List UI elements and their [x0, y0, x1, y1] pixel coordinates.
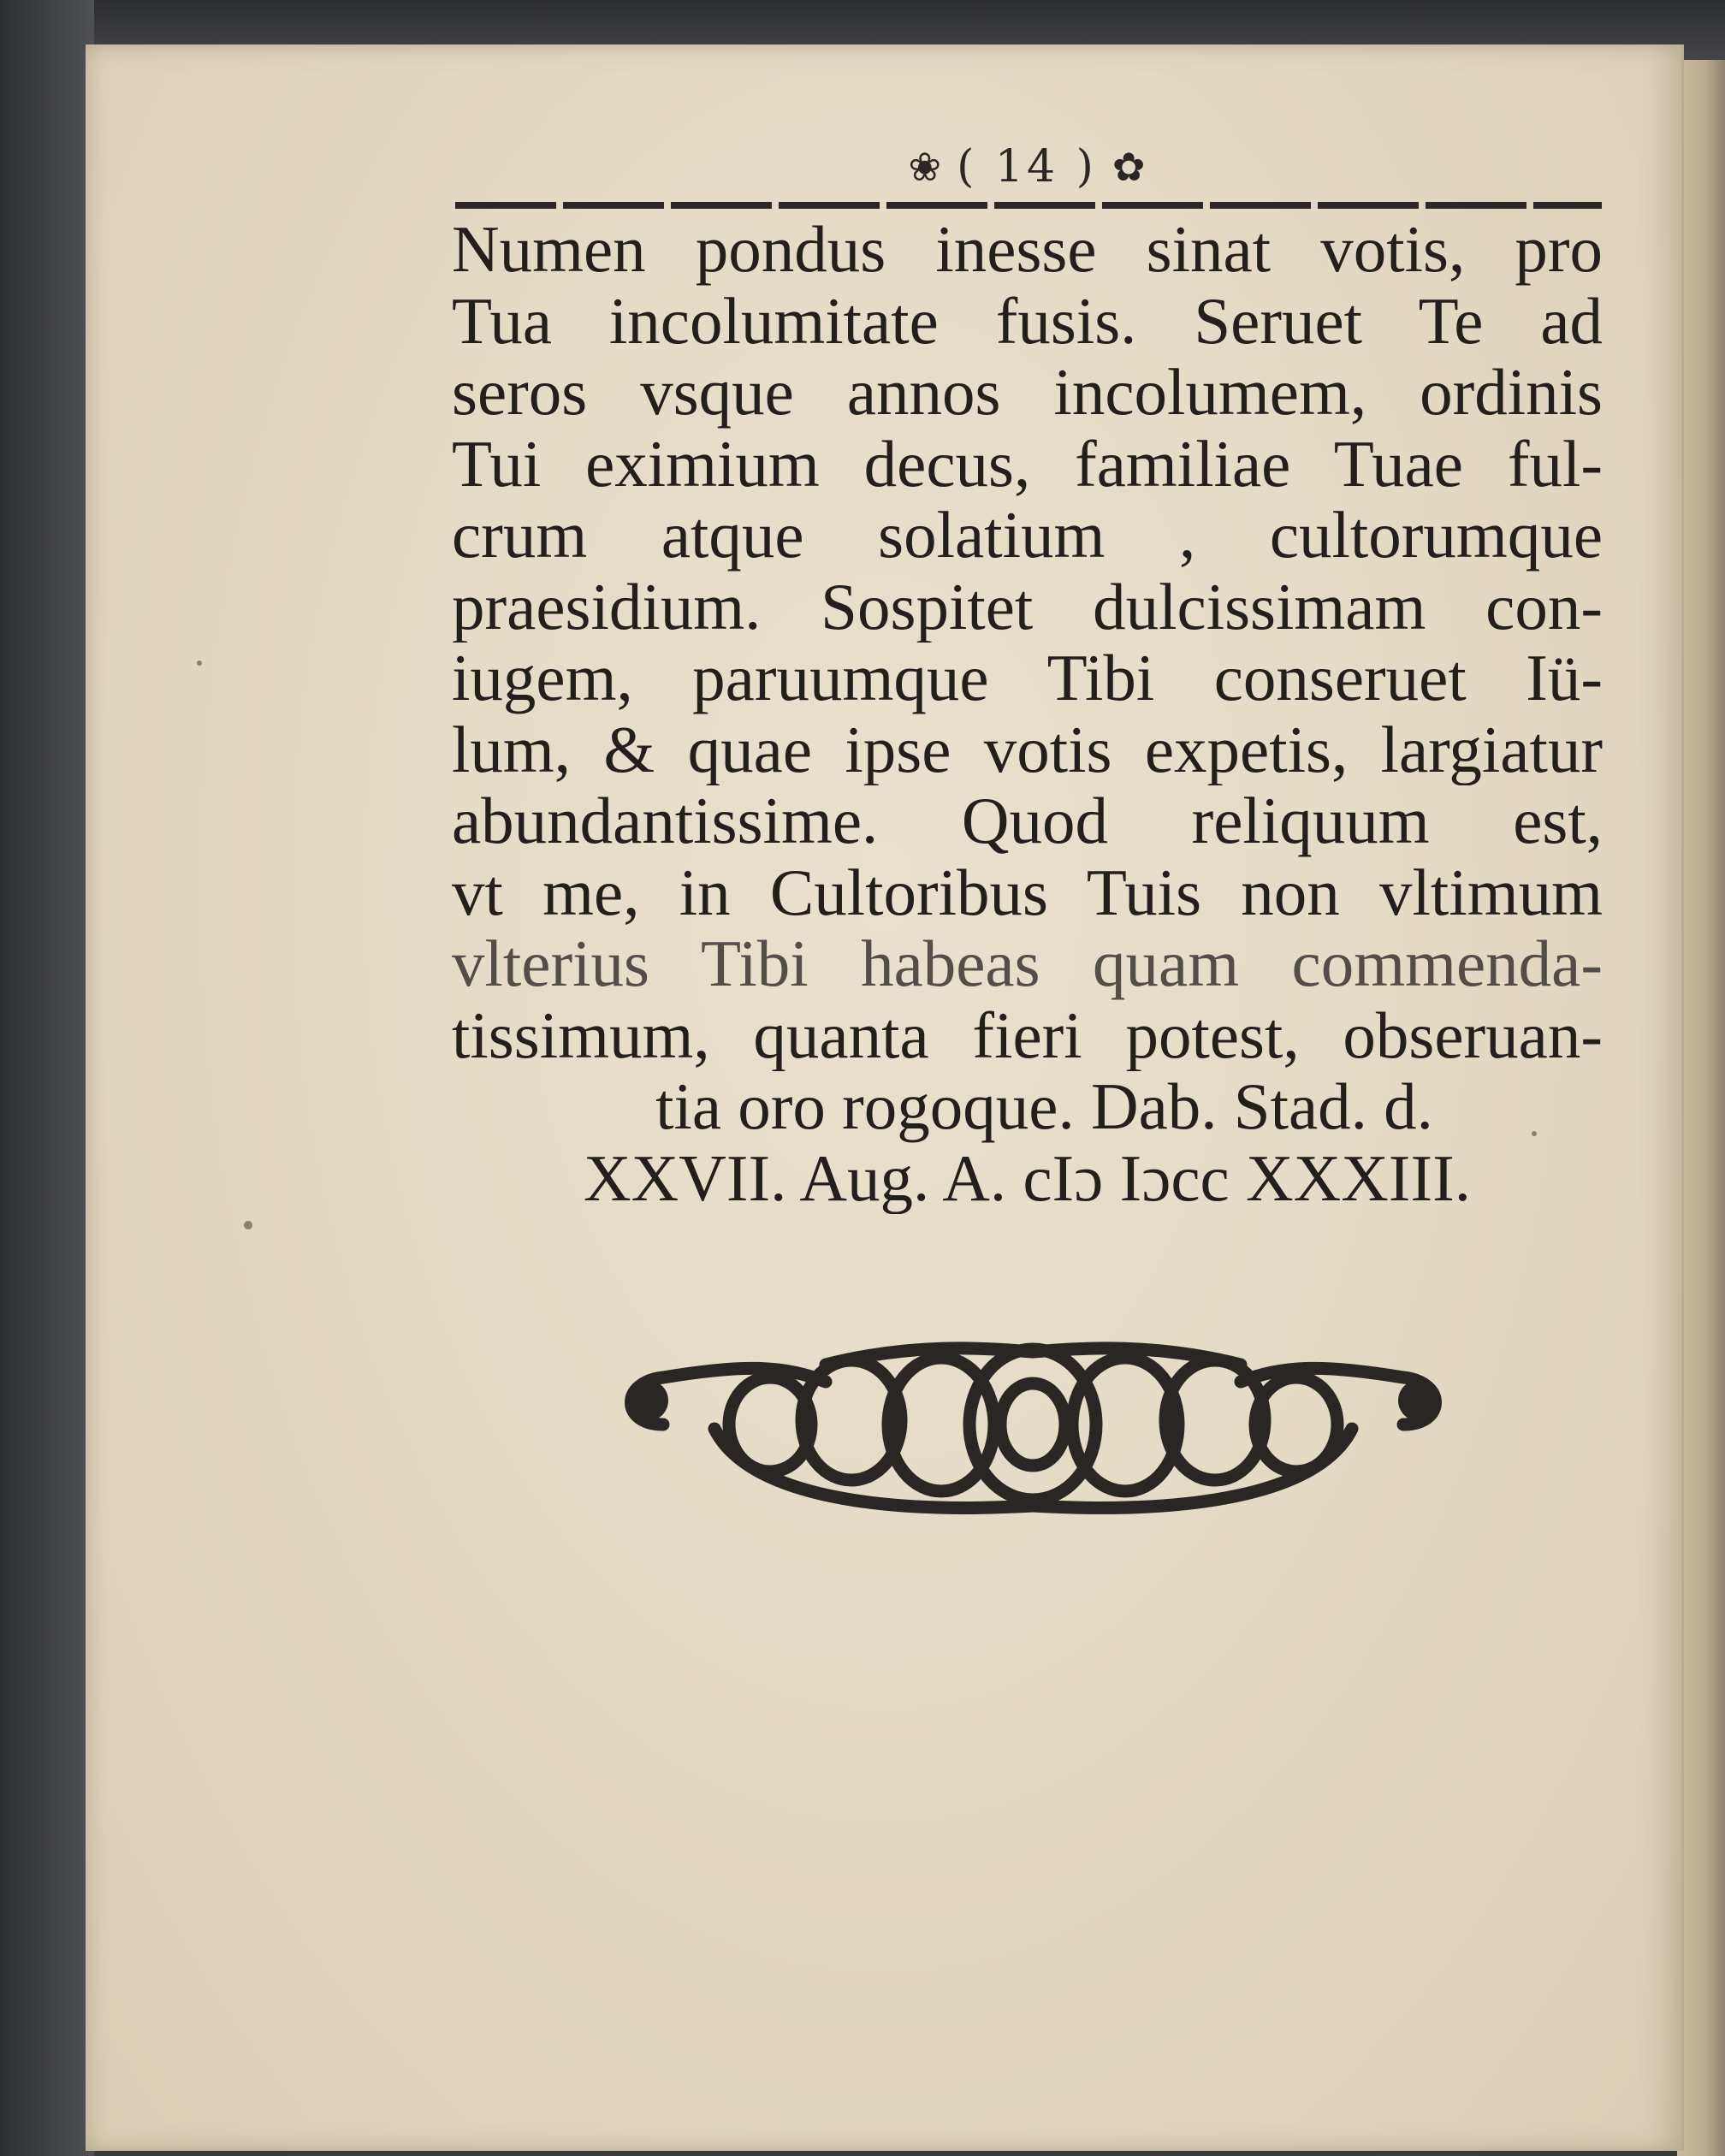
text-line: Tua incolumitate fusis. Seruet Te ad: [452, 285, 1603, 357]
text-line: Tui eximium decus, familiae Tuae ful-: [452, 428, 1603, 500]
text-line: tissimum, quanta fieri potest, obseruan-: [452, 999, 1603, 1071]
text-line: lum, & quae ipse votis expetis, largiatur: [452, 714, 1603, 785]
running-header: [804, 137, 1249, 197]
page-number: ( 14 ): [957, 141, 1097, 192]
text-line: crum atque solatium , cultorumque: [452, 500, 1603, 572]
text-line: iugem, paruumque Tibi conseruet Iü-: [452, 643, 1603, 714]
text-line: Numen pondus inesse sinat votis, pro: [452, 214, 1603, 286]
tailpiece-ornament-icon: [612, 1330, 1455, 1527]
header-ornament-right-icon: ✿: [1111, 144, 1146, 190]
body-text: [452, 214, 1603, 1214]
text-line-date: XXVII. Aug. A. cIɔ Iɔcc XXXIII.: [584, 1142, 1471, 1214]
paper-spot: [244, 1221, 252, 1229]
header-ornament-left-icon: ❀: [908, 144, 942, 190]
facing-page-edge: [1677, 60, 1725, 2156]
header-rule: [455, 202, 1602, 209]
text-line: praesidium. Sospitet dulcissimam con-: [452, 571, 1603, 643]
text-line: tia oro rogoque. Dab. Stad. d.: [655, 1071, 1433, 1143]
text-line: abundantissime. Quod reliquum est,: [452, 785, 1603, 857]
paper-spot: [197, 660, 202, 666]
text-line: seros vsque annos incolumem, ordinis: [452, 357, 1603, 429]
text-line: vt me, in Cultoribus Tuis non vltimum: [452, 856, 1603, 928]
text-line: vlterius Tibi habeas quam commenda-: [452, 928, 1603, 1000]
scanner-backdrop-left: [0, 0, 94, 2156]
